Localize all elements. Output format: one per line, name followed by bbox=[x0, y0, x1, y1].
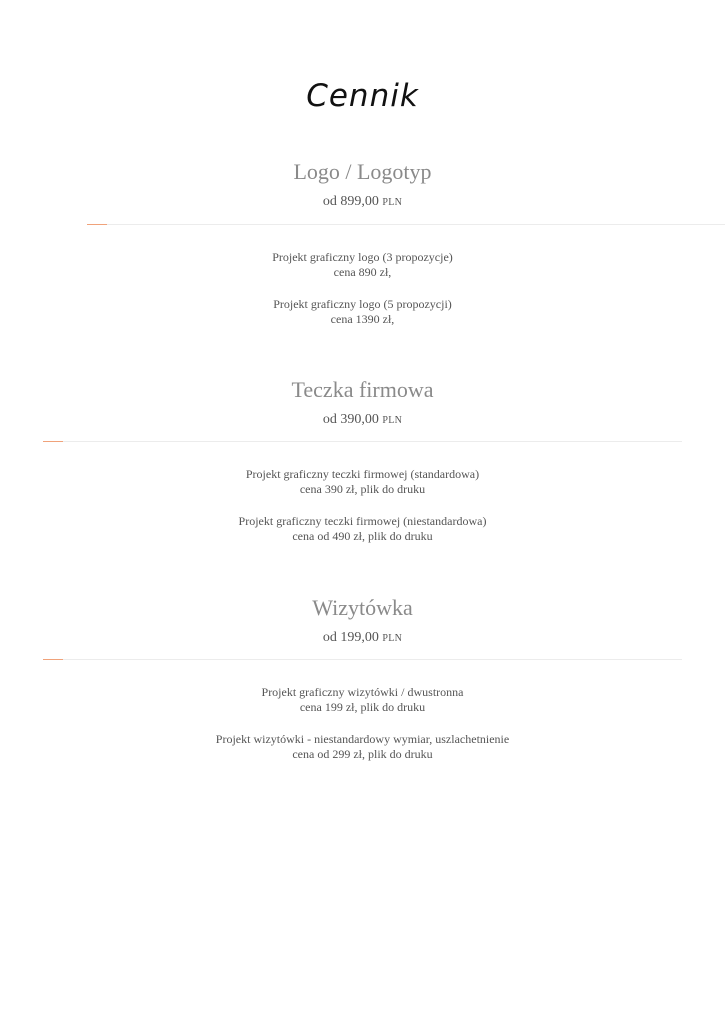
price-currency: PLN bbox=[382, 633, 403, 644]
item-price: cena od 299 zł, plik do druku bbox=[292, 747, 433, 761]
section-folder-items bbox=[0, 467, 725, 544]
section-logo-items bbox=[0, 250, 725, 327]
item-title: Projekt graficzny wizytówki / dwustronna bbox=[261, 685, 464, 699]
list-item bbox=[0, 732, 725, 762]
section-price bbox=[0, 411, 725, 430]
item-price: cena 890 zł, bbox=[333, 265, 392, 279]
section-business-card-items bbox=[0, 685, 725, 762]
section-business-card bbox=[0, 594, 725, 648]
list-item bbox=[0, 297, 725, 327]
price-currency: PLN bbox=[382, 197, 403, 208]
item-title: Projekt graficzny teczki firmowej (niestandardowa) bbox=[238, 514, 487, 528]
price-value: od 899,00 bbox=[322, 194, 379, 209]
section-heading: Wizytówka bbox=[312, 595, 413, 620]
item-title: Projekt graficzny logo (5 propozycji) bbox=[273, 297, 452, 311]
section-folder bbox=[0, 376, 725, 430]
section-divider bbox=[43, 441, 682, 442]
list-item bbox=[0, 250, 725, 280]
page-title bbox=[0, 78, 725, 114]
item-price: cena 1390 zł, bbox=[330, 312, 395, 326]
divider-accent bbox=[87, 224, 107, 225]
item-title: Projekt wizytówki - niestandardowy wymiar, uszlachetnienie bbox=[215, 732, 510, 746]
item-title: Projekt graficzny logo (3 propozycje) bbox=[272, 250, 453, 264]
section-logo bbox=[0, 158, 725, 212]
section-heading: Logo / Logotyp bbox=[293, 159, 432, 184]
item-price: cena 390 zł, plik do druku bbox=[299, 482, 426, 496]
section-divider bbox=[43, 659, 682, 660]
divider-accent bbox=[43, 659, 63, 660]
section-price bbox=[0, 193, 725, 212]
page-title-text: Cennik bbox=[306, 78, 419, 114]
list-item bbox=[0, 685, 725, 715]
item-title: Projekt graficzny teczki firmowej (standardowa) bbox=[245, 467, 480, 481]
divider-accent bbox=[43, 441, 63, 442]
item-price: cena 199 zł, plik do druku bbox=[299, 700, 426, 714]
list-item bbox=[0, 467, 725, 497]
price-value: od 390,00 bbox=[322, 412, 379, 427]
section-divider bbox=[87, 224, 725, 225]
item-price: cena od 490 zł, plik do druku bbox=[292, 529, 433, 543]
price-currency: PLN bbox=[382, 415, 403, 426]
list-item bbox=[0, 514, 725, 544]
price-value: od 199,00 bbox=[322, 630, 379, 645]
section-heading: Teczka firmowa bbox=[291, 377, 434, 402]
section-price bbox=[0, 629, 725, 648]
